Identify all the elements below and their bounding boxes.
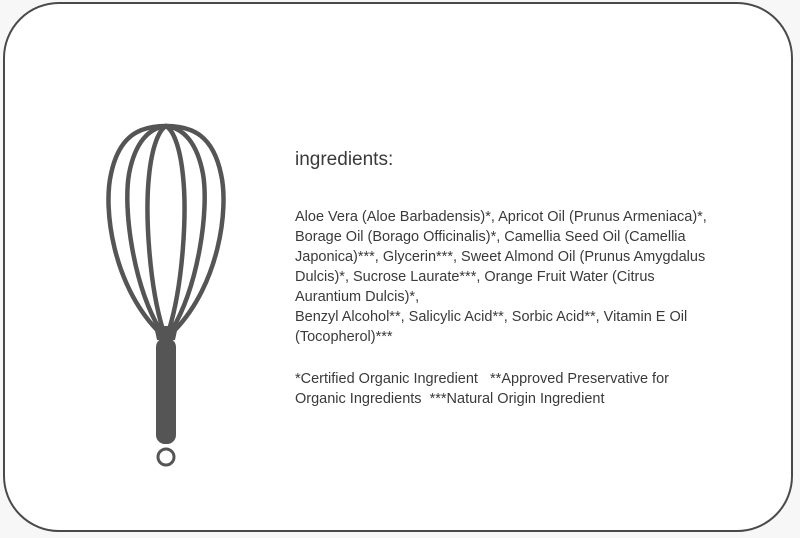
ingredients-legend bbox=[295, 369, 791, 409]
ingredient-line: Borage Oil (Borago Officinalis)*, Camellia Seed Oil (Camellia bbox=[295, 229, 686, 245]
ingredient-line: Japonica)***, Glycerin***, Sweet Almond Oil (Prunus Amygdalus bbox=[295, 249, 706, 265]
legend-line: Organic Ingredients ***Natural Origin Ingredient bbox=[295, 391, 605, 407]
whisk-icon bbox=[93, 114, 239, 474]
ingredients-card bbox=[3, 2, 793, 532]
ingredient-line: Dulcis)*, Sucrose Laurate***, Orange Fruit Water (Citrus bbox=[295, 269, 655, 285]
ingredient-line: (Tocopherol)*** bbox=[295, 329, 393, 345]
ingredients-heading: ingredients: bbox=[295, 149, 394, 170]
legend-line: *Certified Organic Ingredient **Approved Preservative for bbox=[295, 371, 669, 387]
ingredient-line: Aloe Vera (Aloe Barbadensis)*, Apricot Oil (Prunus Armeniaca)*, bbox=[295, 209, 707, 225]
ingredient-line: Benzyl Alcohol**, Salicylic Acid**, Sorbic Acid**, Vitamin E Oil bbox=[295, 309, 688, 325]
ingredients-list bbox=[295, 207, 791, 347]
ingredient-line: Aurantium Dulcis)*, bbox=[295, 289, 420, 305]
ingredients-text-block bbox=[295, 148, 791, 409]
